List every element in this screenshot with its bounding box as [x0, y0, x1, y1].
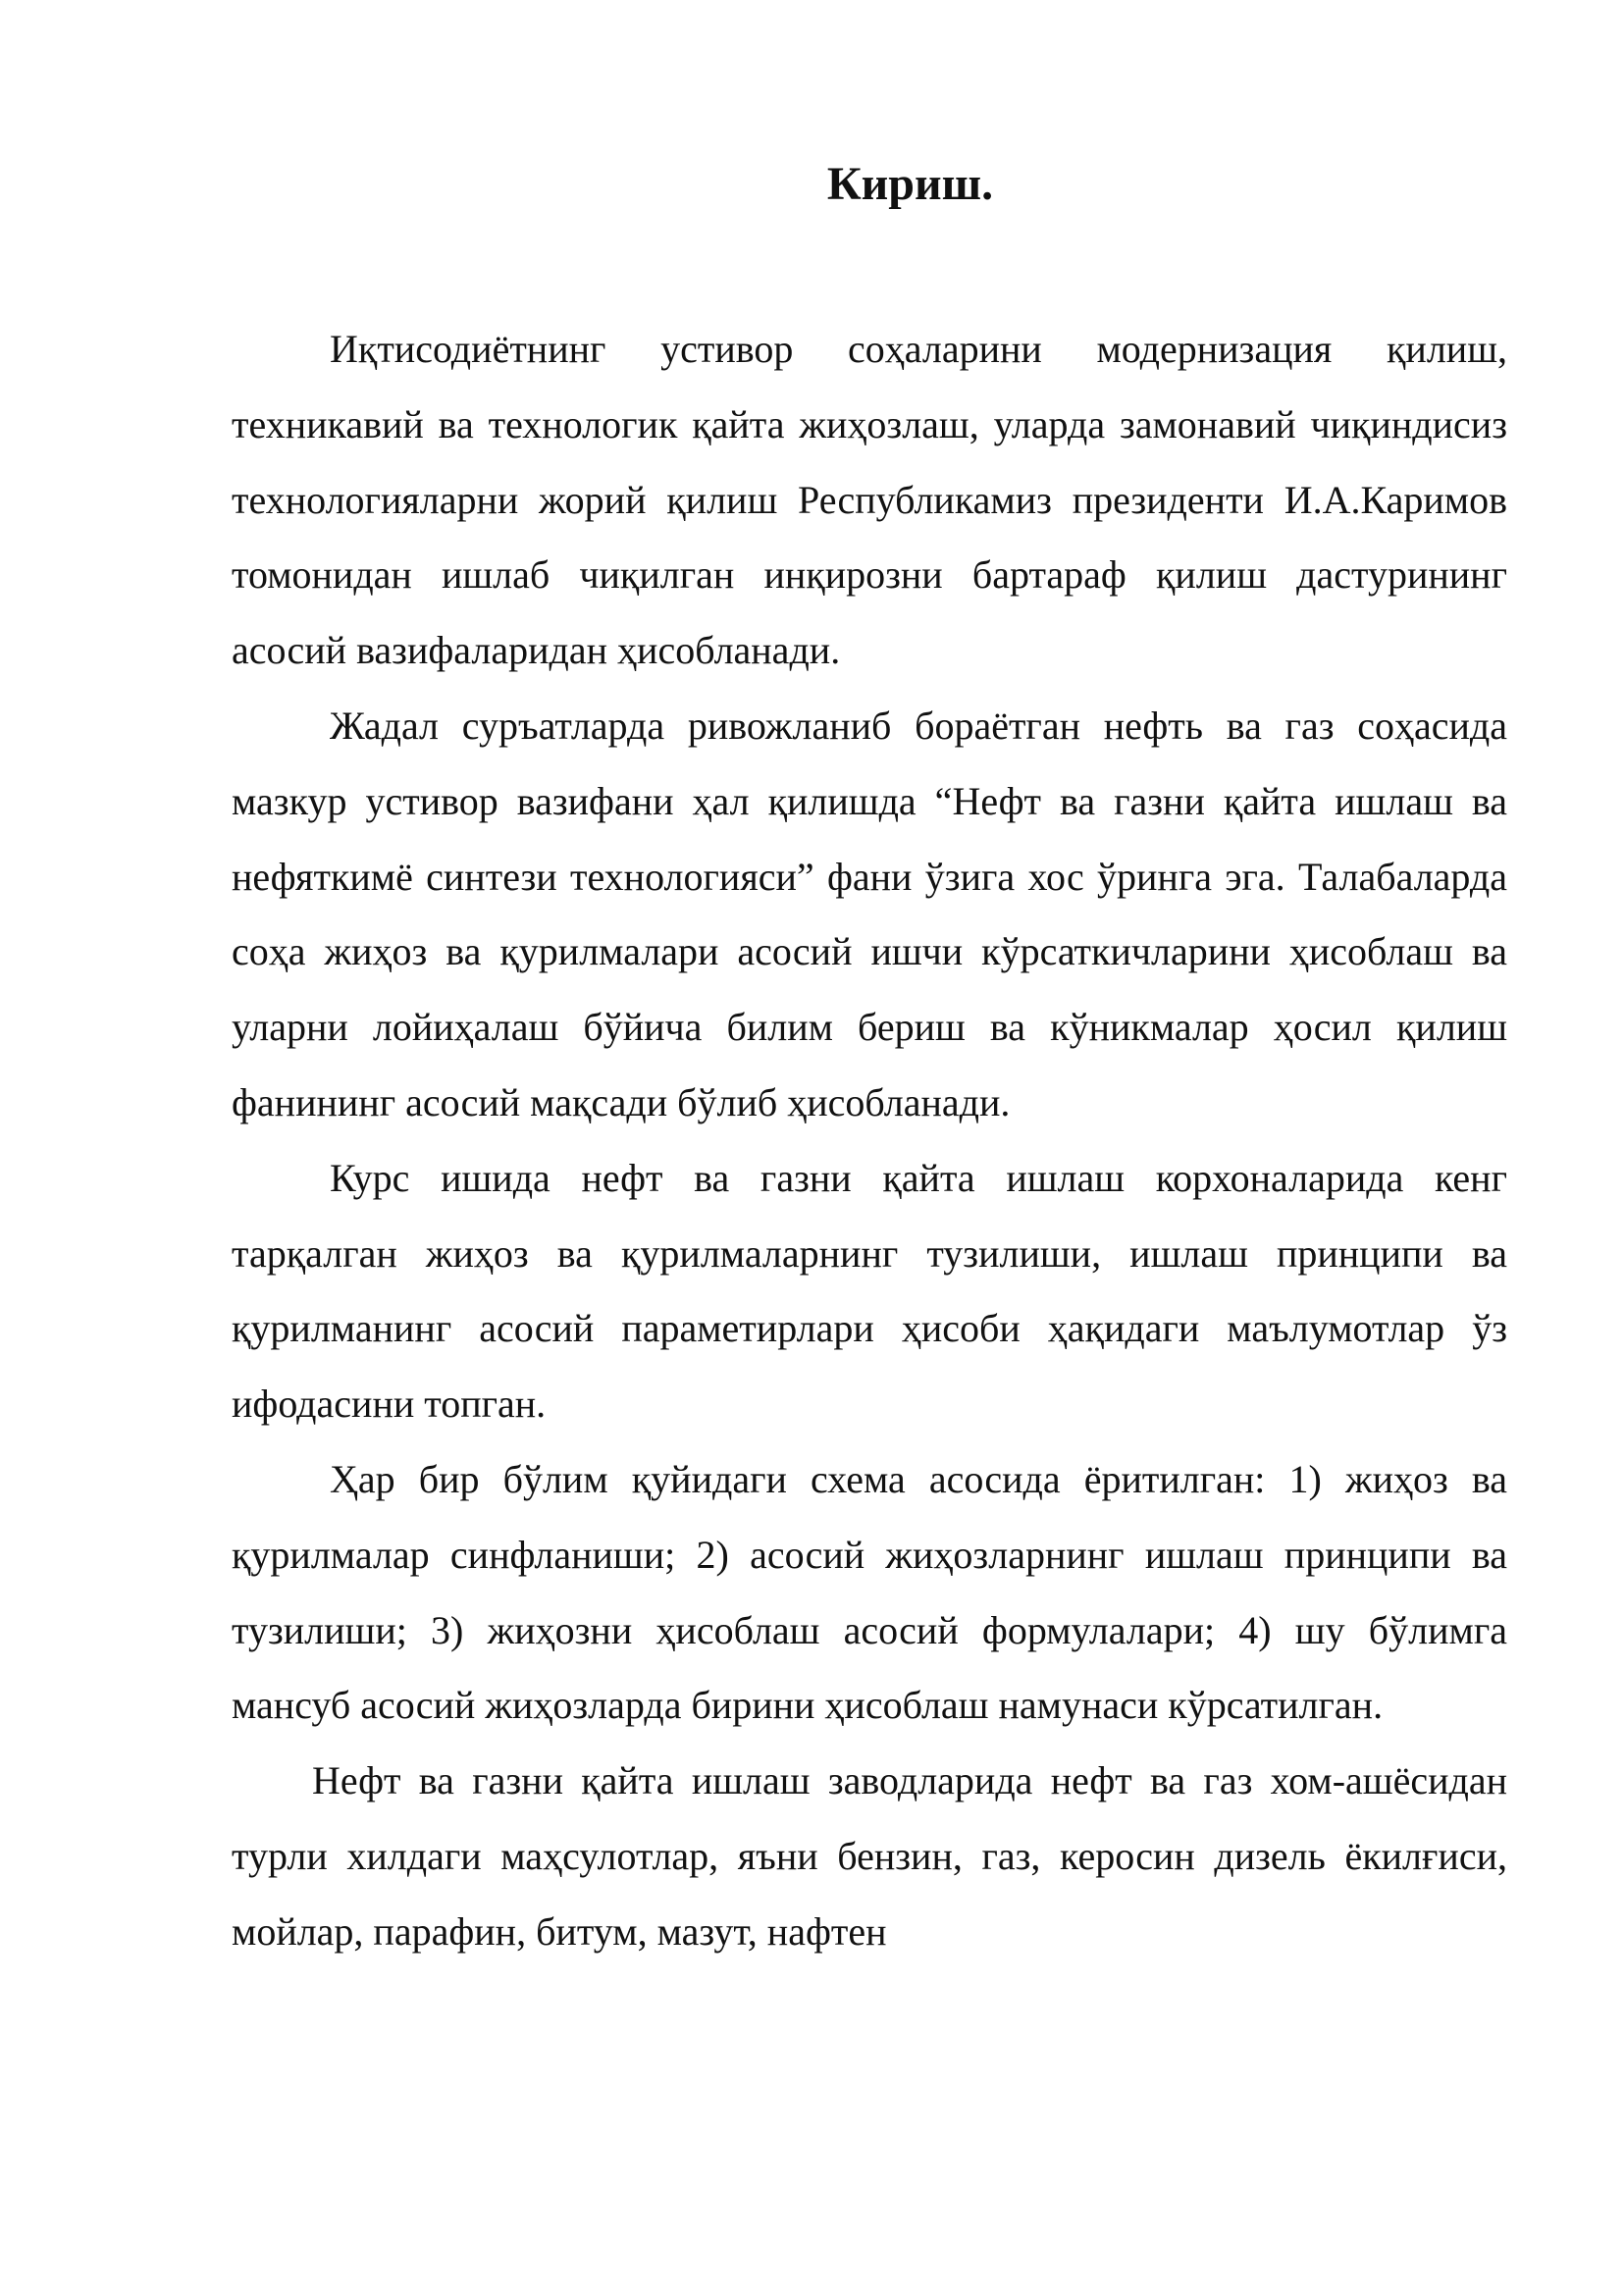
paragraph-1: Иқтисодиётнинг устивор соҳаларини модернизация қилиш, техникавий ва технологик қайта жиҳозлаш, уларда замонавий чиқиндисиз технологияларни жорий қилиш Республикамиз президенти И.А.Каримов томонидан ишлаб чиқилган инқирозни бартараф қилиш дастурининг асосий вазифаларидан ҳисобланади.	[232, 327, 1507, 673]
paragraph-2: Жадал суръатларда ривожланиб бораётган нефть ва газ соҳасида мазкур устивор вазифани ҳал қилишда “Нефт ва газни қайта ишлаш ва нефяткимё синтези технологияси” фани ўзига хос ўринга эга. Талабаларда соҳа жиҳоз ва қурилмалари асосий ишчи кўрсаткичларини ҳисоблаш ва уларни лойиҳалаш бўйича билим бериш ва кўникмалар ҳосил қилиш фанининг асосий мақсади бўлиб ҳисобланади.	[232, 703, 1507, 1124]
paragraph-3: Курс ишида нефт ва газни қайта ишлаш корхоналарида кенг тарқалган жиҳоз ва қурилмаларнинг тузилиши, ишлаш принципи ва қурилманинг асосий параметирлари ҳисоби ҳақидаги маълумотлар ўз ифодасини топган.	[232, 1155, 1507, 1427]
page-title: Кириш.	[826, 158, 994, 210]
body-text	[232, 312, 1507, 1970]
paragraph-4: Ҳар бир бўлим қуйидаги схема асосида ёритилган: 1) жиҳоз ва қурилмалар синфланиши; 2) асосий жиҳозларнинг ишлаш принципи ва тузилиши; 3) жиҳозни ҳисоблаш асосий формулалари; 4) шу бўлимга мансуб асосий жиҳозларда бирини ҳисоблаш намунаси кўрсатилган.	[232, 1456, 1507, 1728]
paragraph-5: Нефт ва газни қайта ишлаш заводларида нефт ва газ хом-ашёсидан турли хилдаги маҳсулотлар, яъни бензин, газ, керосин дизель ёкилғиси, мойлар, парафин, битум, мазут, нафтен	[232, 1758, 1507, 1954]
